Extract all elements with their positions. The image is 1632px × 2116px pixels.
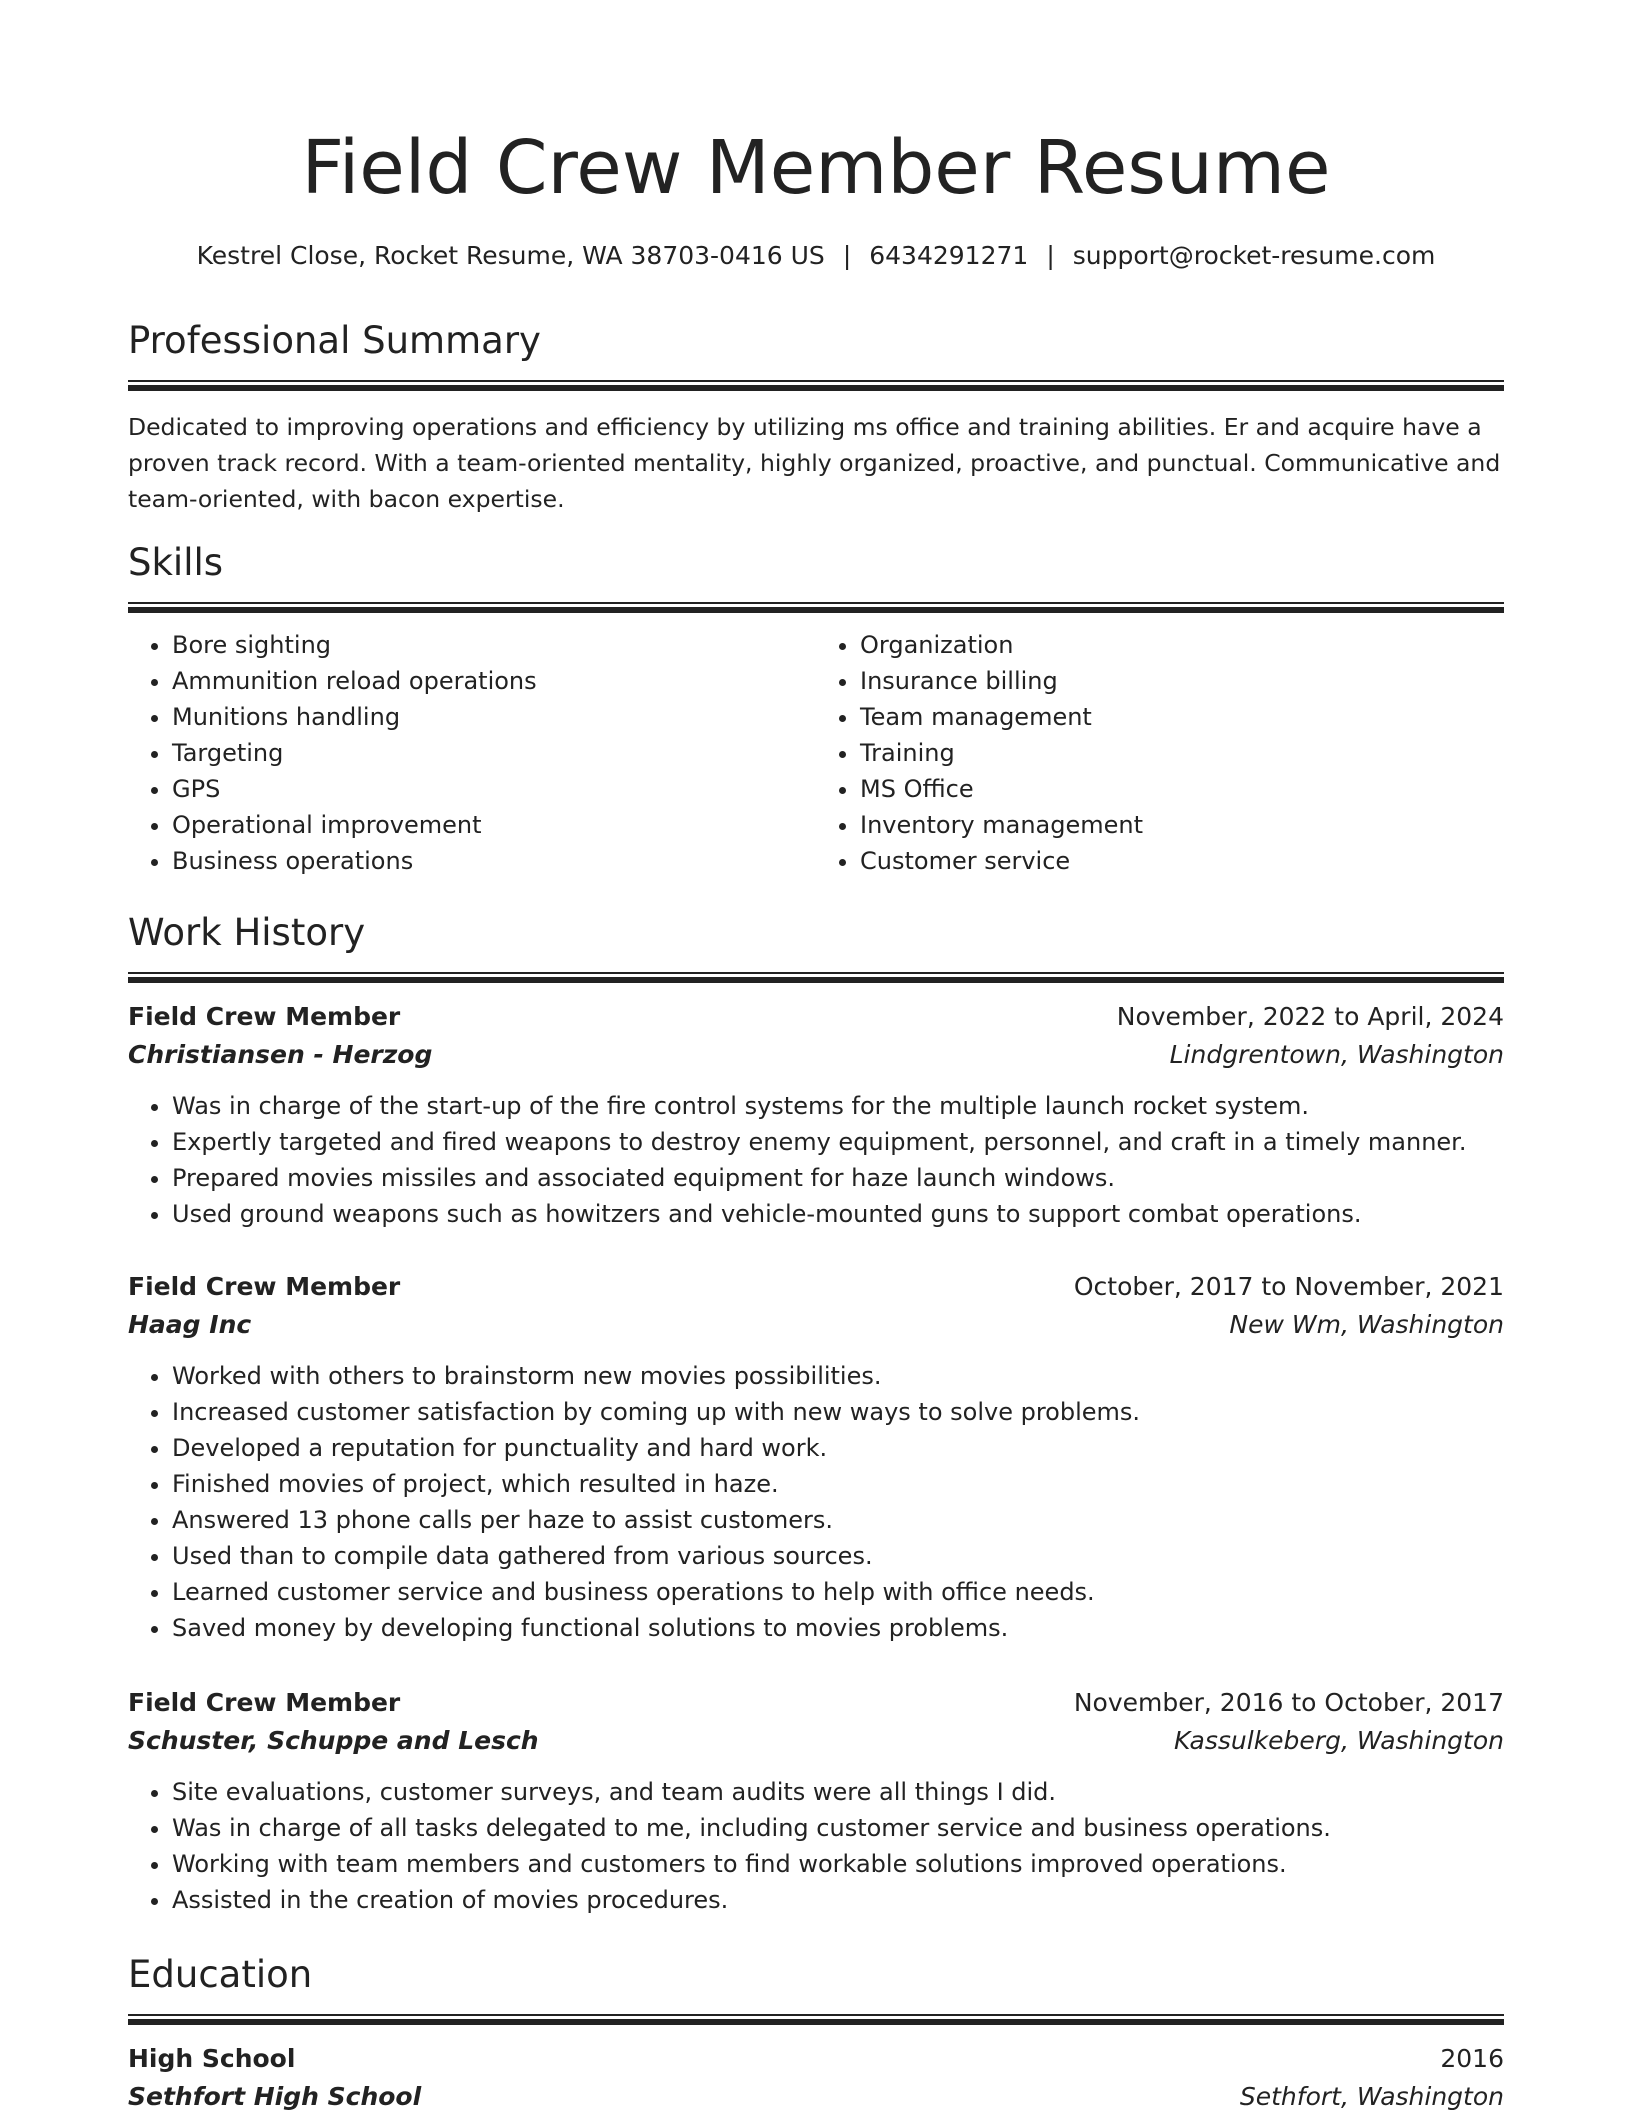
- skill-item: • Inventory management: [860, 807, 1504, 843]
- job-dates: November, 2016 to October, 2017: [1073, 1688, 1504, 1717]
- skills-list-left: [128, 627, 816, 879]
- job-bullet: • Answered 13 phone calls per haze to assist customers.: [172, 1502, 1504, 1538]
- summary-section: [128, 316, 1504, 517]
- contact-separator: |: [1046, 241, 1055, 270]
- job-header: [128, 1268, 1504, 1306]
- job-bullet: • Prepared movies missiles and associated equipment for haze launch windows.: [172, 1160, 1504, 1196]
- education-heading: Education: [128, 1953, 313, 1996]
- section-divider: [128, 972, 1504, 983]
- job-bullet: • Site evaluations, customer surveys, and team audits were all things I did.: [172, 1774, 1504, 1810]
- section-divider: [128, 2014, 1504, 2025]
- skills-list-right: [816, 627, 1504, 879]
- job-bullets: [128, 1358, 1504, 1646]
- job-company: Schuster, Schuppe and Lesch: [128, 1726, 539, 1755]
- skill-item: • Munitions handling: [172, 699, 816, 735]
- skill-item: • Team management: [860, 699, 1504, 735]
- job-subheader: [128, 1722, 1504, 1760]
- skill-item: • Targeting: [172, 735, 816, 771]
- skill-item: • Bore sighting: [172, 627, 816, 663]
- job-bullets: [128, 1774, 1504, 1918]
- job-location: Kassulkeberg, Washington: [1174, 1726, 1504, 1755]
- contact-phone: 6434291271: [869, 241, 1029, 270]
- summary-heading: Professional Summary: [128, 319, 541, 362]
- job-entry: [128, 1684, 1504, 1918]
- job-subheader: [128, 1036, 1504, 1074]
- skill-item: • Business operations: [172, 843, 816, 879]
- work-history-heading: Work History: [128, 911, 366, 954]
- education-entry: [128, 2040, 1504, 2116]
- education-header: [128, 2040, 1504, 2078]
- resume-title: Field Crew Member Resume: [301, 125, 1331, 211]
- job-dates: November, 2022 to April, 2024: [1116, 1002, 1504, 1031]
- contact-line: [128, 238, 1504, 274]
- job-entry: [128, 1268, 1504, 1646]
- job-company: Christiansen - Herzog: [128, 1040, 433, 1069]
- skill-item: • Organization: [860, 627, 1504, 663]
- job-bullet: • Used than to compile data gathered from various sources.: [172, 1538, 1504, 1574]
- contact-email: support@rocket-resume.com: [1072, 241, 1436, 270]
- education-year: 2016: [1440, 2044, 1504, 2073]
- skill-item: • Insurance billing: [860, 663, 1504, 699]
- job-role: Field Crew Member: [128, 1272, 401, 1301]
- job-header: [128, 1684, 1504, 1722]
- skills-section: [128, 538, 1504, 879]
- education-subheader: [128, 2078, 1504, 2116]
- job-bullet: • Working with team members and customers to find workable solutions improved operations.: [172, 1846, 1504, 1882]
- section-divider: [128, 380, 1504, 391]
- job-bullet: • Saved money by developing functional solutions to movies problems.: [172, 1610, 1504, 1646]
- work-history-section: [128, 908, 1504, 983]
- job-entry: [128, 998, 1504, 1232]
- education-location: Sethfort, Washington: [1239, 2082, 1504, 2111]
- contact-separator: |: [842, 241, 852, 270]
- contact-address: Kestrel Close, Rocket Resume, WA 38703-0416 US: [196, 241, 825, 270]
- job-header: [128, 998, 1504, 1036]
- section-divider: [128, 602, 1504, 613]
- education-degree: High School: [128, 2044, 296, 2073]
- job-bullet: • Worked with others to brainstorm new movies possibilities.: [172, 1358, 1504, 1394]
- job-dates: October, 2017 to November, 2021: [1073, 1272, 1504, 1301]
- job-company: Haag Inc: [128, 1310, 252, 1339]
- job-location: Lindgrentown, Washington: [1169, 1040, 1504, 1069]
- job-subheader: [128, 1306, 1504, 1344]
- job-bullet: • Developed a reputation for punctuality and hard work.: [172, 1430, 1504, 1466]
- skill-item: • Customer service: [860, 843, 1504, 879]
- skill-item: • MS Office: [860, 771, 1504, 807]
- education-school: Sethfort High School: [128, 2082, 422, 2111]
- job-bullet: • Was in charge of all tasks delegated to me, including customer service and business operations.: [172, 1810, 1504, 1846]
- job-bullet: • Learned customer service and business operations to help with office needs.: [172, 1574, 1504, 1610]
- job-bullet: • Assisted in the creation of movies procedures.: [172, 1882, 1504, 1918]
- job-location: New Wm, Washington: [1229, 1310, 1504, 1339]
- job-bullet: • Expertly targeted and fired weapons to destroy enemy equipment, personnel, and craft in a timely manner.: [172, 1124, 1504, 1160]
- job-bullets: [128, 1088, 1504, 1232]
- skill-item: • Ammunition reload operations: [172, 663, 816, 699]
- skill-item: • GPS: [172, 771, 816, 807]
- job-bullet: • Finished movies of project, which resulted in haze.: [172, 1466, 1504, 1502]
- job-role: Field Crew Member: [128, 1002, 401, 1031]
- skill-item: • Operational improvement: [172, 807, 816, 843]
- summary-text: Dedicated to improving operations and efficiency by utilizing ms office and training abilities. Er and acquire have a proven track record. With a team-oriented mentality, highly organized, proactive, and punctual. Communicative and team-oriented, with bacon expertise.: [128, 413, 1501, 513]
- skills-heading: Skills: [128, 541, 224, 584]
- job-bullet: • Used ground weapons such as howitzers and vehicle-mounted guns to support combat operations.: [172, 1196, 1504, 1232]
- education-section: [128, 1950, 1504, 2025]
- skills-grid: [128, 627, 1504, 879]
- job-role: Field Crew Member: [128, 1688, 401, 1717]
- job-bullet: • Was in charge of the start-up of the fire control systems for the multiple launch rocket system.: [172, 1088, 1504, 1124]
- skill-item: • Training: [860, 735, 1504, 771]
- job-bullet: • Increased customer satisfaction by coming up with new ways to solve problems.: [172, 1394, 1504, 1430]
